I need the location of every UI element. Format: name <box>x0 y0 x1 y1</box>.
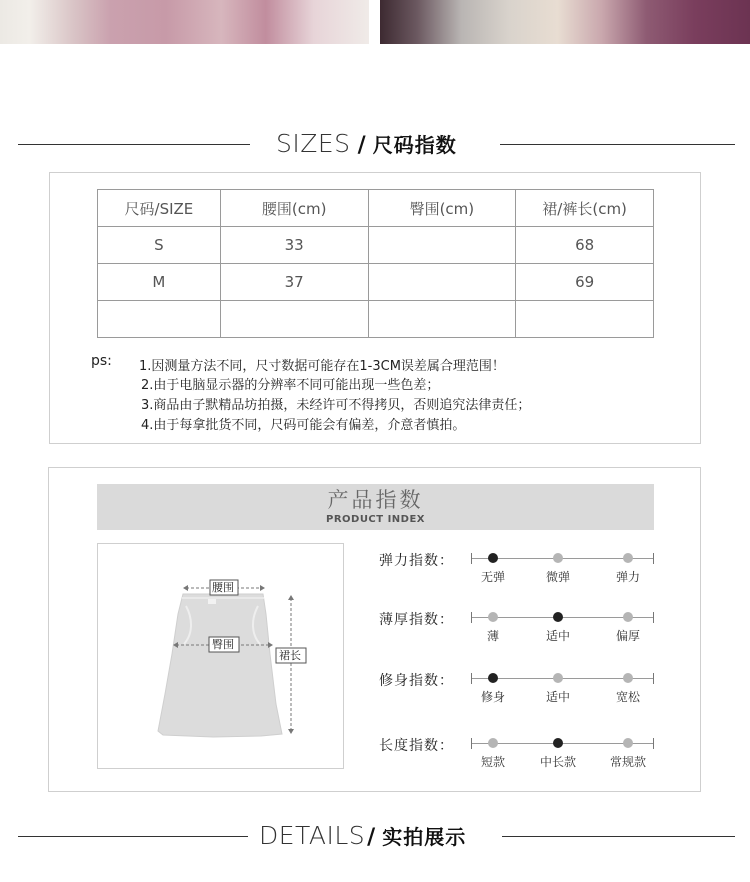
rating-option: 短款 <box>480 755 505 769</box>
table-row <box>98 301 654 338</box>
divider-left <box>18 144 250 145</box>
product-index-panel <box>48 467 701 792</box>
table-cell <box>368 227 516 264</box>
product-index-title-cn: 产品指数 <box>327 488 424 512</box>
rating-dot <box>623 612 633 622</box>
diagram-label-waist: 腰围 <box>212 581 234 594</box>
table-cell <box>220 301 368 338</box>
rating-option: 适中 <box>545 629 570 643</box>
rating-option: 弹力 <box>615 570 640 584</box>
table-cell: 69 <box>516 264 654 301</box>
rating-dot <box>488 738 498 748</box>
table-cell: M <box>98 264 221 301</box>
details-title-en: DETAILS <box>259 821 366 850</box>
table-cell: S <box>98 227 221 264</box>
divider-right <box>502 836 735 837</box>
details-title-separator: / <box>367 825 376 850</box>
rating-dot <box>553 673 563 683</box>
rating-thickness <box>379 609 679 649</box>
note-item: 1.因测量方法不同，尺寸数据可能存在1-3CM误差属合理范围！ <box>139 359 505 374</box>
rating-option: 中长款 <box>539 755 576 769</box>
rating-option: 适中 <box>545 690 570 704</box>
table-cell <box>368 264 516 301</box>
table-header-cell: 腰围(cm) <box>220 190 368 227</box>
rating-option: 偏厚 <box>615 629 640 643</box>
rating-label: 弹力指数： <box>379 553 454 569</box>
rating-option: 微弹 <box>545 570 570 584</box>
details-section-header <box>0 821 750 851</box>
table-cell <box>368 301 516 338</box>
rating-label: 长度指数： <box>379 738 454 754</box>
table-cell <box>516 301 654 338</box>
rating-fit <box>379 670 679 710</box>
divider-left <box>18 836 248 837</box>
table-cell: 33 <box>220 227 368 264</box>
rating-option: 薄 <box>486 629 499 643</box>
table-cell <box>98 301 221 338</box>
note-item: 3.商品由子默精品坊拍摄，未经许可不得拷贝，否则追究法律责任； <box>141 398 531 413</box>
table-cell: 37 <box>220 264 368 301</box>
rating-dot <box>553 738 563 748</box>
table-row <box>98 227 654 264</box>
divider-right <box>500 144 735 145</box>
rating-length <box>379 735 679 775</box>
size-table <box>97 189 654 338</box>
table-header-cell: 裙/裤长(cm) <box>516 190 654 227</box>
product-photo-right <box>380 0 750 44</box>
table-header-row <box>98 190 654 227</box>
product-index-header <box>97 484 654 530</box>
diagram-label-hip: 臀围 <box>212 638 234 651</box>
rating-dot <box>553 612 563 622</box>
sizes-title <box>276 129 457 159</box>
size-chart-panel <box>49 172 701 444</box>
rating-dot <box>623 738 633 748</box>
product-photo-left <box>0 0 369 44</box>
rating-label: 修身指数： <box>379 673 454 689</box>
rating-option: 修身 <box>480 690 505 704</box>
rating-dot <box>623 673 633 683</box>
notes-prefix: ps: <box>91 353 112 369</box>
rating-option: 常规款 <box>609 755 646 769</box>
rating-label: 薄厚指数： <box>379 612 454 628</box>
product-photo-strip <box>0 0 750 44</box>
details-title <box>259 821 466 851</box>
skirt-shape <box>158 594 282 737</box>
table-row <box>98 264 654 301</box>
sizes-title-en: SIZES <box>276 129 351 158</box>
rating-elasticity <box>379 550 679 590</box>
rating-dot <box>553 553 563 563</box>
rating-option: 宽松 <box>615 690 640 704</box>
skirt-measurement-diagram <box>97 543 344 769</box>
diagram-label-length: 裙长 <box>279 649 301 662</box>
note-item: 2.由于电脑显示器的分辨率不同可能出现一些色差； <box>141 378 440 393</box>
sizes-section-header <box>0 129 750 159</box>
details-title-cn: 实拍展示 <box>382 825 467 849</box>
skirt-diagram-svg <box>98 544 345 770</box>
table-header-cell: 尺码/SIZE <box>98 190 221 227</box>
rating-dot <box>623 553 633 563</box>
rating-dot <box>488 673 498 683</box>
sizes-title-cn: 尺码指数 <box>372 133 457 157</box>
product-index-title-en: PRODUCT INDEX <box>325 514 426 525</box>
rating-dot <box>488 612 498 622</box>
table-header-cell: 臀围(cm) <box>368 190 516 227</box>
note-item: 4.由于每拿批货不同，尺码可能会有偏差，介意者慎拍。 <box>141 418 466 433</box>
table-cell: 68 <box>516 227 654 264</box>
sizes-title-separator: / <box>357 133 366 158</box>
rating-option: 无弹 <box>480 570 505 584</box>
rating-dot <box>488 553 498 563</box>
